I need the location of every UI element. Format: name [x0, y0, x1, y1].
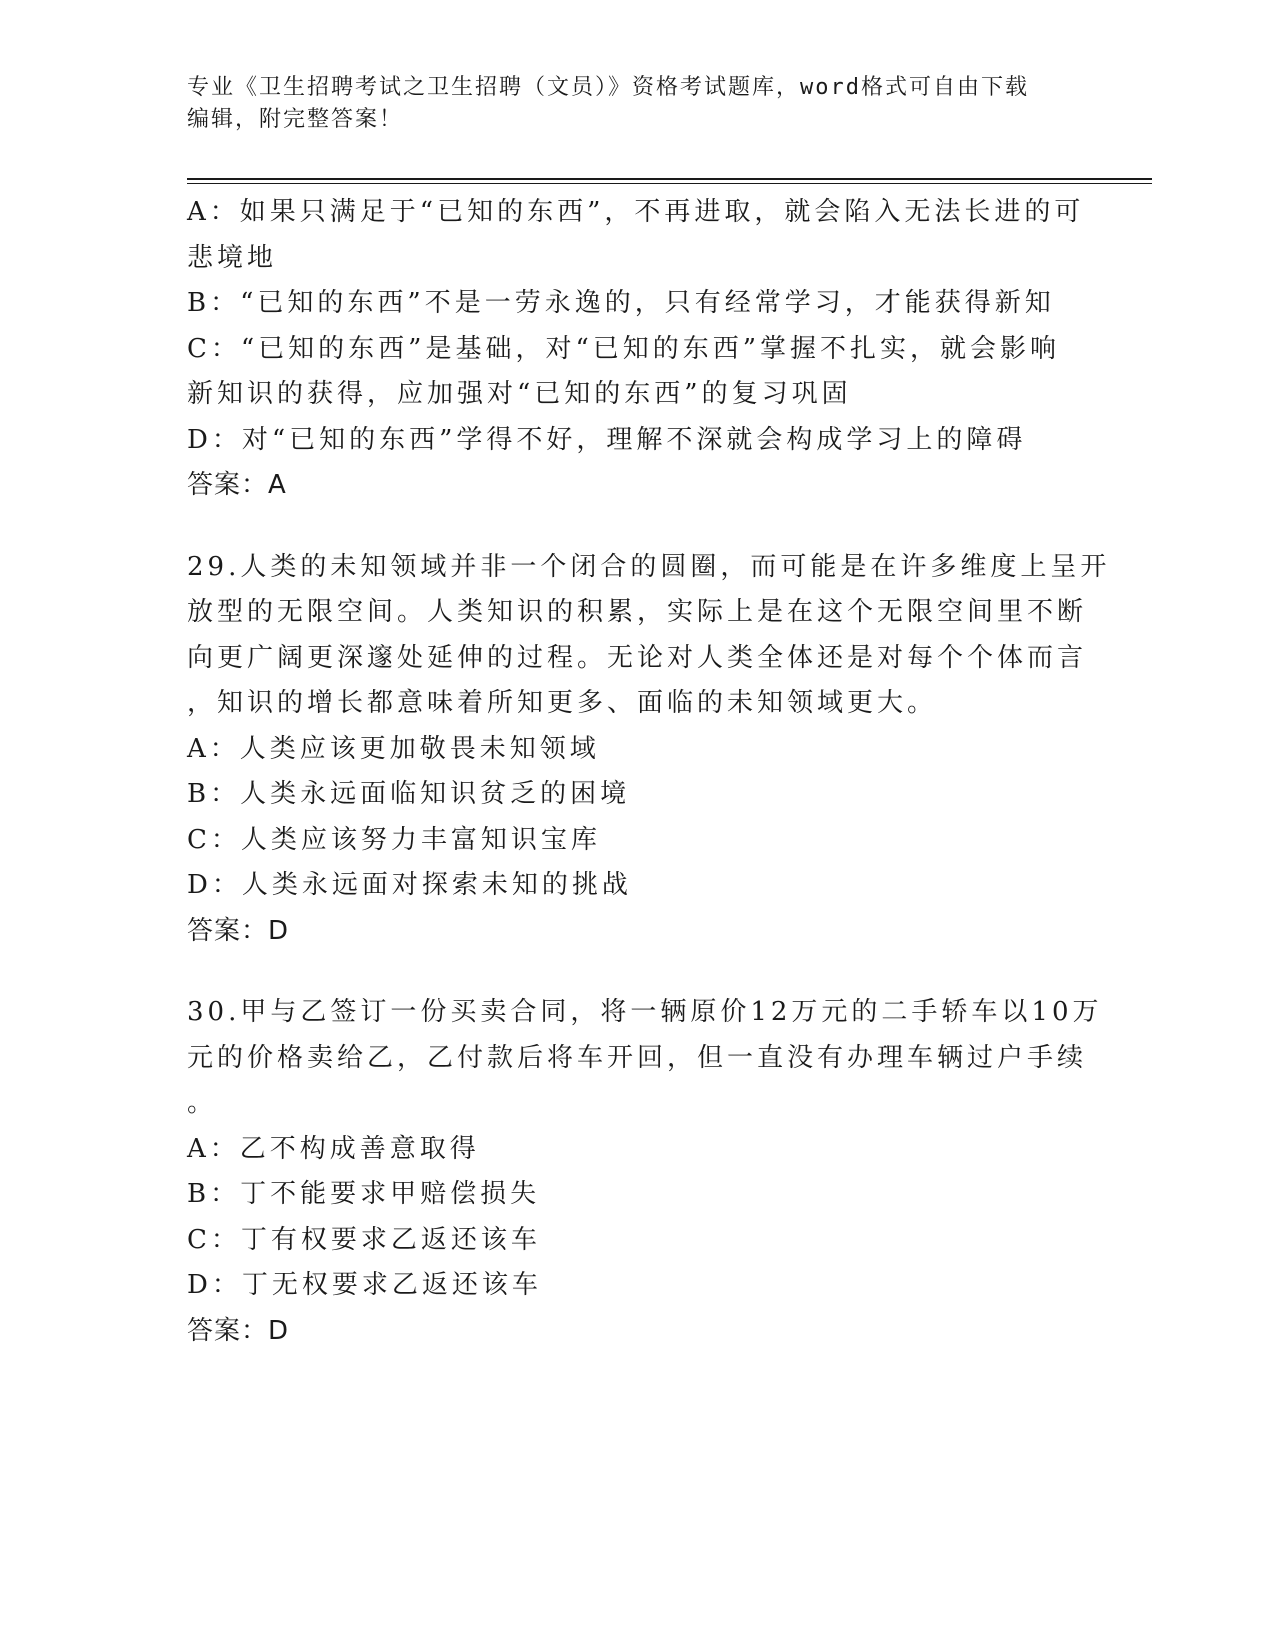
- option-c: C：人类应该努力丰富知识宝库: [187, 824, 601, 855]
- option-line: A：如果只满足于“已知的东西”，不再进取，就会陷入无法长进的可: [187, 197, 1085, 227]
- question-stem: [187, 545, 1111, 727]
- option-c: [187, 327, 1087, 418]
- stem-line: 30.甲与乙签订一份买卖合同，将一辆原价12万元的二手轿车以10万: [187, 997, 1103, 1027]
- option-d: D：人类永远面对探索未知的挑战: [187, 870, 632, 900]
- stem-line: 元的价格卖给乙，乙付款后将车开回，但一直没有办理车辆过户手续: [187, 1042, 1088, 1073]
- document-header: [187, 72, 1067, 136]
- option-b: B：丁不能要求甲赔偿损失: [187, 1179, 541, 1209]
- question-28: [187, 190, 1087, 509]
- option-d: D：丁无权要求乙返还该车: [187, 1270, 542, 1300]
- option-a: A：人类应该更加敬畏未知领域: [187, 733, 600, 764]
- option-b: B：人类永远面临知识贫乏的困境: [187, 779, 631, 809]
- header-line-1: 专业《卫生招聘考试之卫生招聘（文员）》资格考试题库，word格式可自由下载: [187, 75, 1029, 100]
- stem-line: ，知识的增长都意味着所知更多、面临的未知领域更大。: [187, 688, 938, 718]
- stem-line: 向更广阔更深邃处延伸的过程。无论对人类全体还是对每个个体而言: [187, 642, 1088, 673]
- question-29: [187, 545, 1111, 955]
- answer: 答案：D: [187, 1315, 290, 1346]
- document-body: [187, 190, 1111, 1354]
- question-stem: [187, 990, 1103, 1127]
- stem-line: 放型的无限空间。人类知识的积累，实际上是在这个无限空间里不断: [187, 597, 1088, 627]
- stem-line: 29.人类的未知领域并非一个闭合的圆圈，而可能是在许多维度上呈开: [187, 551, 1111, 582]
- option-a: A：乙不构成善意取得: [187, 1133, 480, 1164]
- option-b: [187, 281, 1087, 327]
- answer: 答案：D: [187, 915, 290, 946]
- answer: 答案：A: [187, 470, 287, 500]
- option-c: C：丁有权要求乙返还该车: [187, 1224, 541, 1255]
- option-line: 新知识的获得，应加强对“已知的东西”的复习巩固: [187, 379, 852, 409]
- option-a: [187, 190, 1087, 281]
- option-line: D：对“已知的东西”学得不好，理解不深就会构成学习上的障碍: [187, 424, 1027, 455]
- question-30: [187, 990, 1103, 1354]
- header-divider-thick: [187, 178, 1152, 180]
- header-line-2: 编辑，附完整答案！: [187, 107, 404, 132]
- option-line: C：“已知的东西”是基础，对“已知的东西”掌握不扎实，就会影响: [187, 333, 1061, 364]
- option-d: [187, 418, 1087, 464]
- option-line: 悲境地: [187, 242, 278, 273]
- header-divider-thin: [187, 183, 1152, 184]
- stem-line: 。: [187, 1088, 218, 1118]
- option-line: B：“已知的东西”不是一劳永逸的，只有经常学习，才能获得新知: [187, 288, 1055, 318]
